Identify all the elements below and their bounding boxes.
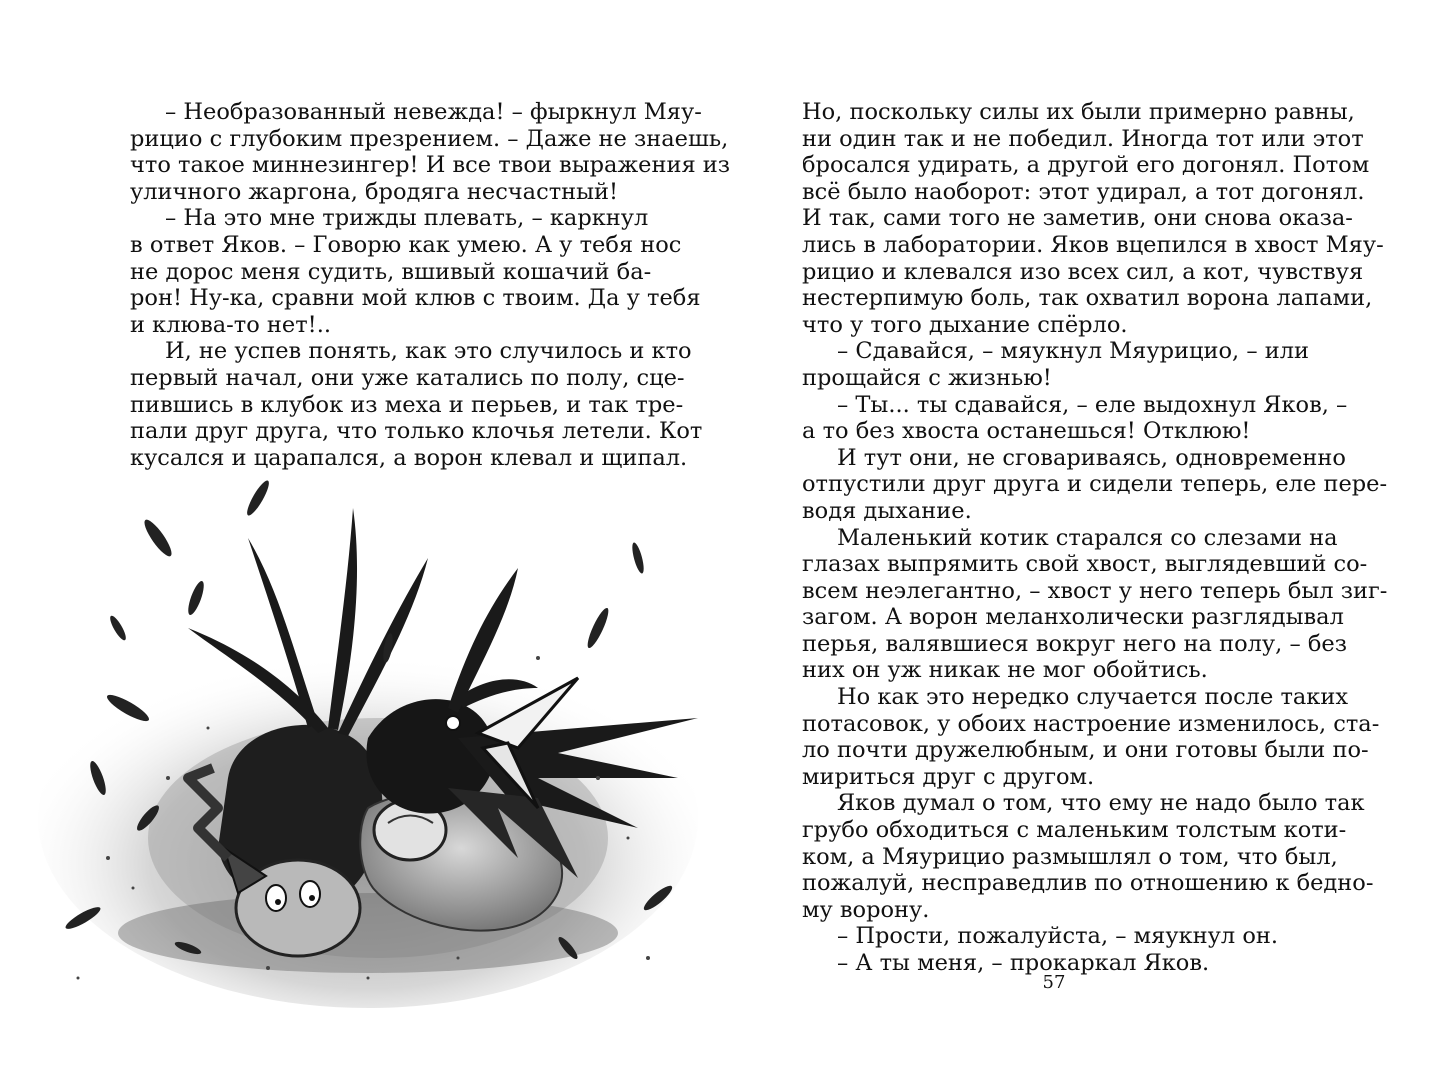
right-line-24: потасовок, у обоих настроение изменилось, ста-: [802, 710, 1380, 737]
right-line-10: – Сдавайся, – мяукнул Мяурицио, – или: [837, 338, 1310, 365]
raven-eye: [446, 716, 460, 730]
right-line-3: бросался удирать, а другой его догонял. Потом: [802, 152, 1370, 179]
right-line-13: а то без хвоста останешься! Отклюю!: [802, 418, 1251, 445]
left-line-13: пали друг друга, что только клочья летели. Кот: [130, 418, 703, 445]
right-line-18: глазах выпрямить свой хвост, выглядевший со-: [802, 551, 1368, 578]
left-line-14: кусался и царапался, а ворон клевал и щипал.: [130, 444, 688, 471]
left-line-4: уличного жаргона, бродяга несчастный!: [130, 178, 619, 205]
right-line-21: перья, валявшиеся вокруг него на полу, – без: [802, 630, 1348, 657]
right-line-9: что у того дыхание спёрло.: [802, 311, 1128, 338]
right-line-1: Но, поскольку силы их были примерно равны,: [802, 99, 1355, 125]
left-line-1: – Необразованный невежда! – фыркнул Мяу-: [165, 99, 702, 125]
right-line-16: водя дыхание.: [802, 497, 972, 524]
right-line-27: Яков думал о том, что ему не надо было так: [837, 790, 1365, 817]
right-line-7: рицио и клевался изо всех сил, а кот, чувствуя: [802, 258, 1364, 285]
right-line-20: загом. А ворон меланхолически разглядывал: [802, 604, 1344, 631]
right-line-14: И тут они, не сговариваясь, одновременно: [837, 444, 1346, 471]
right-line-32: – Прости, пожалуйста, – мяукнул он.: [837, 923, 1279, 950]
right-line-33: – А ты меня, – прокаркал Яков.: [837, 950, 1210, 976]
page-number: 57: [1042, 972, 1066, 993]
right-line-4: всё было наоборот: этот удирал, а тот догонял.: [802, 178, 1365, 205]
right-line-19: всем неэлегантно, – хвост у него теперь был зиг-: [802, 577, 1388, 604]
left-line-8: рон! Ну-ка, сравни мой клюв с твоим. Да у тебя: [130, 285, 701, 312]
right-line-11: прощайся с жизнью!: [802, 364, 1052, 391]
cat-eye-left: [266, 885, 286, 911]
left-line-9: и клюва-то нет!..: [130, 311, 332, 338]
left-line-6: в ответ Яков. – Говорю как умею. А у тебя нос: [130, 231, 682, 258]
right-line-15: отпустили друг друга и сидели теперь, еле пере-: [802, 471, 1388, 498]
left-line-10: И, не успев понять, как это случилось и кто: [165, 338, 692, 365]
right-line-5: И так, сами того не заметив, они снова оказа-: [802, 205, 1353, 232]
right-line-23: Но как это нередко случается после таких: [837, 684, 1349, 711]
cat-eye-right: [300, 881, 320, 907]
right-line-29: ком, а Мяурицио размышлял о том, что был,: [802, 843, 1338, 870]
right-page-text: [802, 99, 1388, 977]
right-line-12: – Ты... ты сдавайся, – еле выдохнул Яков, –: [837, 391, 1348, 418]
left-line-3: что такое миннезингер! И все твои выражения из: [130, 152, 731, 179]
right-line-25: ло почти дружелюбным, и они готовы были по-: [802, 737, 1369, 764]
right-line-31: му ворону.: [802, 896, 930, 923]
right-line-26: мириться друг с другом.: [802, 763, 1095, 790]
right-line-8: нестерпимую боль, так охватил ворона лапами,: [802, 285, 1373, 312]
left-line-7: не дорос меня судить, вшивый кошачий ба-: [130, 258, 652, 285]
right-line-6: лись в лаборатории. Яков вцепился в хвост Мяу-: [802, 231, 1384, 258]
right-line-30: пожалуй, несправедлив по отношению к бедно-: [802, 870, 1374, 897]
left-line-12: пившись в клубок из меха и перьев, и так тре-: [130, 391, 684, 418]
cat-and-raven-fight-illustration: [38, 478, 706, 1018]
right-line-2: ни один так и не победил. Иногда тот или этот: [802, 125, 1364, 152]
right-line-17: Маленький котик старался со слезами на: [837, 524, 1338, 551]
left-page-text: [130, 99, 731, 471]
left-line-11: первый начал, они уже катались по полу, сце-: [130, 364, 685, 391]
right-line-22: них он уж никак не мог обойтись.: [802, 657, 1208, 684]
right-line-28: грубо обходиться с маленьким толстым коти-: [802, 817, 1347, 844]
left-line-2: рицио с глубоким презрением. – Даже не знаешь,: [130, 125, 729, 152]
left-line-5: – На это мне трижды плевать, – каркнул: [165, 205, 649, 232]
